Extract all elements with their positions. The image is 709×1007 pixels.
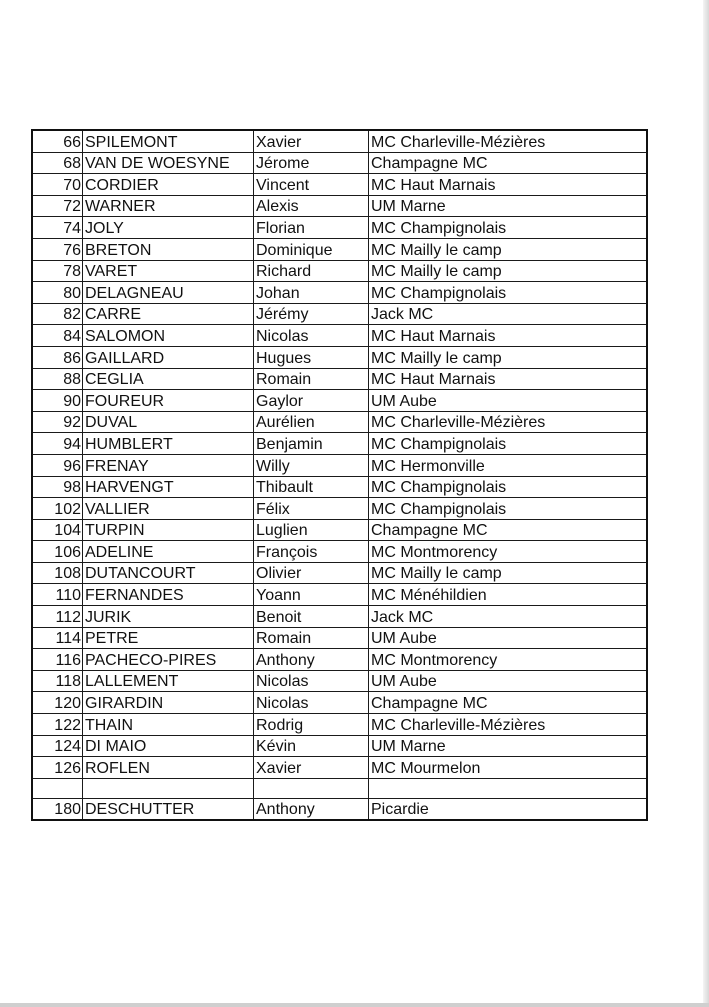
rider-last-name: JOLY	[83, 217, 254, 239]
rider-first-name: Luglien	[254, 519, 369, 541]
table-row	[32, 670, 647, 692]
rider-number: 120	[32, 692, 83, 714]
rider-first-name: Xavier	[254, 757, 369, 779]
rider-number: 92	[32, 411, 83, 433]
rider-last-name: ADELINE	[83, 541, 254, 563]
rider-number: 66	[32, 130, 83, 152]
rider-first-name: Olivier	[254, 562, 369, 584]
rider-number: 112	[32, 606, 83, 628]
table-row	[32, 606, 647, 628]
rider-number	[32, 778, 83, 798]
table-row	[32, 411, 647, 433]
rider-first-name: Anthony	[254, 798, 369, 820]
rider-number: 68	[32, 152, 83, 174]
table-row	[32, 282, 647, 304]
table-row	[32, 476, 647, 498]
rider-club: MC Charleville-Mézières	[369, 411, 648, 433]
rider-last-name: VAN DE WOESYNE	[83, 152, 254, 174]
rider-last-name: CARRE	[83, 303, 254, 325]
rider-number: 118	[32, 670, 83, 692]
rider-number: 70	[32, 174, 83, 196]
rider-club: MC Champignolais	[369, 476, 648, 498]
rider-first-name: Romain	[254, 368, 369, 390]
rider-club: MC Champignolais	[369, 217, 648, 239]
rider-club: MC Mailly le camp	[369, 562, 648, 584]
rider-club: UM Aube	[369, 670, 648, 692]
rider-club: MC Haut Marnais	[369, 174, 648, 196]
rider-last-name: DELAGNEAU	[83, 282, 254, 304]
rider-club: Champagne MC	[369, 152, 648, 174]
rider-club: MC Charleville-Mézières	[369, 714, 648, 736]
rider-first-name: Jérome	[254, 152, 369, 174]
rider-first-name: Nicolas	[254, 670, 369, 692]
rider-number: 86	[32, 346, 83, 368]
rider-last-name: DUVAL	[83, 411, 254, 433]
rider-club: MC Haut Marnais	[369, 368, 648, 390]
rider-club: MC Mourmelon	[369, 757, 648, 779]
rider-number: 74	[32, 217, 83, 239]
rider-number: 80	[32, 282, 83, 304]
rider-first-name: Benjamin	[254, 433, 369, 455]
rider-last-name: JURIK	[83, 606, 254, 628]
table-row	[32, 174, 647, 196]
rider-first-name: Dominique	[254, 238, 369, 260]
rider-last-name: TURPIN	[83, 519, 254, 541]
rider-first-name: Benoit	[254, 606, 369, 628]
rider-first-name: Jérémy	[254, 303, 369, 325]
rider-club: MC Champignolais	[369, 282, 648, 304]
table-row	[32, 541, 647, 563]
rider-club: Jack MC	[369, 303, 648, 325]
rider-club: MC Mailly le camp	[369, 346, 648, 368]
rider-number: 180	[32, 798, 83, 820]
rider-club: Jack MC	[369, 606, 648, 628]
rider-number: 76	[32, 238, 83, 260]
rider-first-name: Rodrig	[254, 714, 369, 736]
rider-club: MC Charleville-Mézières	[369, 130, 648, 152]
rider-first-name: Thibault	[254, 476, 369, 498]
table-row	[32, 368, 647, 390]
rider-number: 102	[32, 498, 83, 520]
rider-club: MC Hermonville	[369, 454, 648, 476]
table-row	[32, 714, 647, 736]
table-row	[32, 519, 647, 541]
table-row	[32, 454, 647, 476]
rider-last-name: GAILLARD	[83, 346, 254, 368]
rider-club: MC Champignolais	[369, 498, 648, 520]
rider-last-name: THAIN	[83, 714, 254, 736]
table-row	[32, 346, 647, 368]
rider-first-name: Yoann	[254, 584, 369, 606]
rider-number: 96	[32, 454, 83, 476]
rider-number: 126	[32, 757, 83, 779]
table-row	[32, 649, 647, 671]
rider-first-name: Romain	[254, 627, 369, 649]
rider-club: MC Haut Marnais	[369, 325, 648, 347]
rider-last-name: FERNANDES	[83, 584, 254, 606]
rider-club: UM Aube	[369, 390, 648, 412]
rider-club: Champagne MC	[369, 692, 648, 714]
table-row	[32, 498, 647, 520]
rider-last-name	[83, 778, 254, 798]
table-row	[32, 778, 647, 798]
table-row	[32, 130, 647, 152]
table-row	[32, 238, 647, 260]
rider-number: 124	[32, 735, 83, 757]
table-row	[32, 692, 647, 714]
rider-number: 82	[32, 303, 83, 325]
rider-club: Champagne MC	[369, 519, 648, 541]
table-row	[32, 757, 647, 779]
rider-last-name: CORDIER	[83, 174, 254, 196]
rider-first-name: Alexis	[254, 195, 369, 217]
rider-last-name: VALLIER	[83, 498, 254, 520]
rider-last-name: LALLEMENT	[83, 670, 254, 692]
rider-number: 98	[32, 476, 83, 498]
rider-last-name: SALOMON	[83, 325, 254, 347]
rider-number: 108	[32, 562, 83, 584]
rider-club: Picardie	[369, 798, 648, 820]
rider-first-name: Willy	[254, 454, 369, 476]
rider-first-name: Nicolas	[254, 692, 369, 714]
rider-club: UM Marne	[369, 735, 648, 757]
table-row	[32, 390, 647, 412]
table-row	[32, 562, 647, 584]
table-row	[32, 195, 647, 217]
rider-first-name: Félix	[254, 498, 369, 520]
rider-number: 90	[32, 390, 83, 412]
rider-number: 122	[32, 714, 83, 736]
rider-last-name: BRETON	[83, 238, 254, 260]
rider-club: UM Aube	[369, 627, 648, 649]
rider-first-name: Xavier	[254, 130, 369, 152]
rider-last-name: DI MAIO	[83, 735, 254, 757]
rider-last-name: VARET	[83, 260, 254, 282]
rider-first-name: Florian	[254, 217, 369, 239]
table-row	[32, 325, 647, 347]
rider-club: MC Mailly le camp	[369, 238, 648, 260]
rider-first-name: Hugues	[254, 346, 369, 368]
rider-last-name: DUTANCOURT	[83, 562, 254, 584]
rider-number: 72	[32, 195, 83, 217]
rider-last-name: PETRE	[83, 627, 254, 649]
rider-first-name: François	[254, 541, 369, 563]
rider-last-name: DESCHUTTER	[83, 798, 254, 820]
rider-number: 84	[32, 325, 83, 347]
rider-first-name: Kévin	[254, 735, 369, 757]
table-row	[32, 584, 647, 606]
rider-club: MC Mailly le camp	[369, 260, 648, 282]
rider-club: MC Montmorency	[369, 649, 648, 671]
page-edge	[703, 0, 709, 1007]
rider-last-name: SPILEMONT	[83, 130, 254, 152]
rider-number: 116	[32, 649, 83, 671]
rider-first-name: Gaylor	[254, 390, 369, 412]
rider-last-name: FRENAY	[83, 454, 254, 476]
rider-first-name: Vincent	[254, 174, 369, 196]
table-row	[32, 260, 647, 282]
rider-number: 104	[32, 519, 83, 541]
table-row	[32, 303, 647, 325]
table-row	[32, 798, 647, 820]
rider-last-name: GIRARDIN	[83, 692, 254, 714]
rider-first-name: Aurélien	[254, 411, 369, 433]
rider-club: MC Champignolais	[369, 433, 648, 455]
rider-last-name: CEGLIA	[83, 368, 254, 390]
table-row	[32, 627, 647, 649]
rider-club: UM Marne	[369, 195, 648, 217]
table-row	[32, 735, 647, 757]
rider-club: MC Ménéhildien	[369, 584, 648, 606]
rider-number: 94	[32, 433, 83, 455]
rider-last-name: ROFLEN	[83, 757, 254, 779]
rider-club	[369, 778, 648, 798]
rider-roster-table	[31, 129, 648, 821]
table-row	[32, 152, 647, 174]
rider-first-name: Johan	[254, 282, 369, 304]
rider-last-name: FOUREUR	[83, 390, 254, 412]
rider-first-name	[254, 778, 369, 798]
rider-last-name: HARVENGT	[83, 476, 254, 498]
table-row	[32, 433, 647, 455]
rider-first-name: Nicolas	[254, 325, 369, 347]
rider-first-name: Anthony	[254, 649, 369, 671]
rider-last-name: HUMBLERT	[83, 433, 254, 455]
rider-number: 114	[32, 627, 83, 649]
rider-number: 106	[32, 541, 83, 563]
roster-body	[32, 130, 647, 820]
rider-last-name: PACHECO-PIRES	[83, 649, 254, 671]
rider-number: 78	[32, 260, 83, 282]
rider-number: 88	[32, 368, 83, 390]
table-row	[32, 217, 647, 239]
rider-last-name: WARNER	[83, 195, 254, 217]
rider-first-name: Richard	[254, 260, 369, 282]
rider-club: MC Montmorency	[369, 541, 648, 563]
page-bottom-edge	[0, 1003, 709, 1007]
rider-number: 110	[32, 584, 83, 606]
